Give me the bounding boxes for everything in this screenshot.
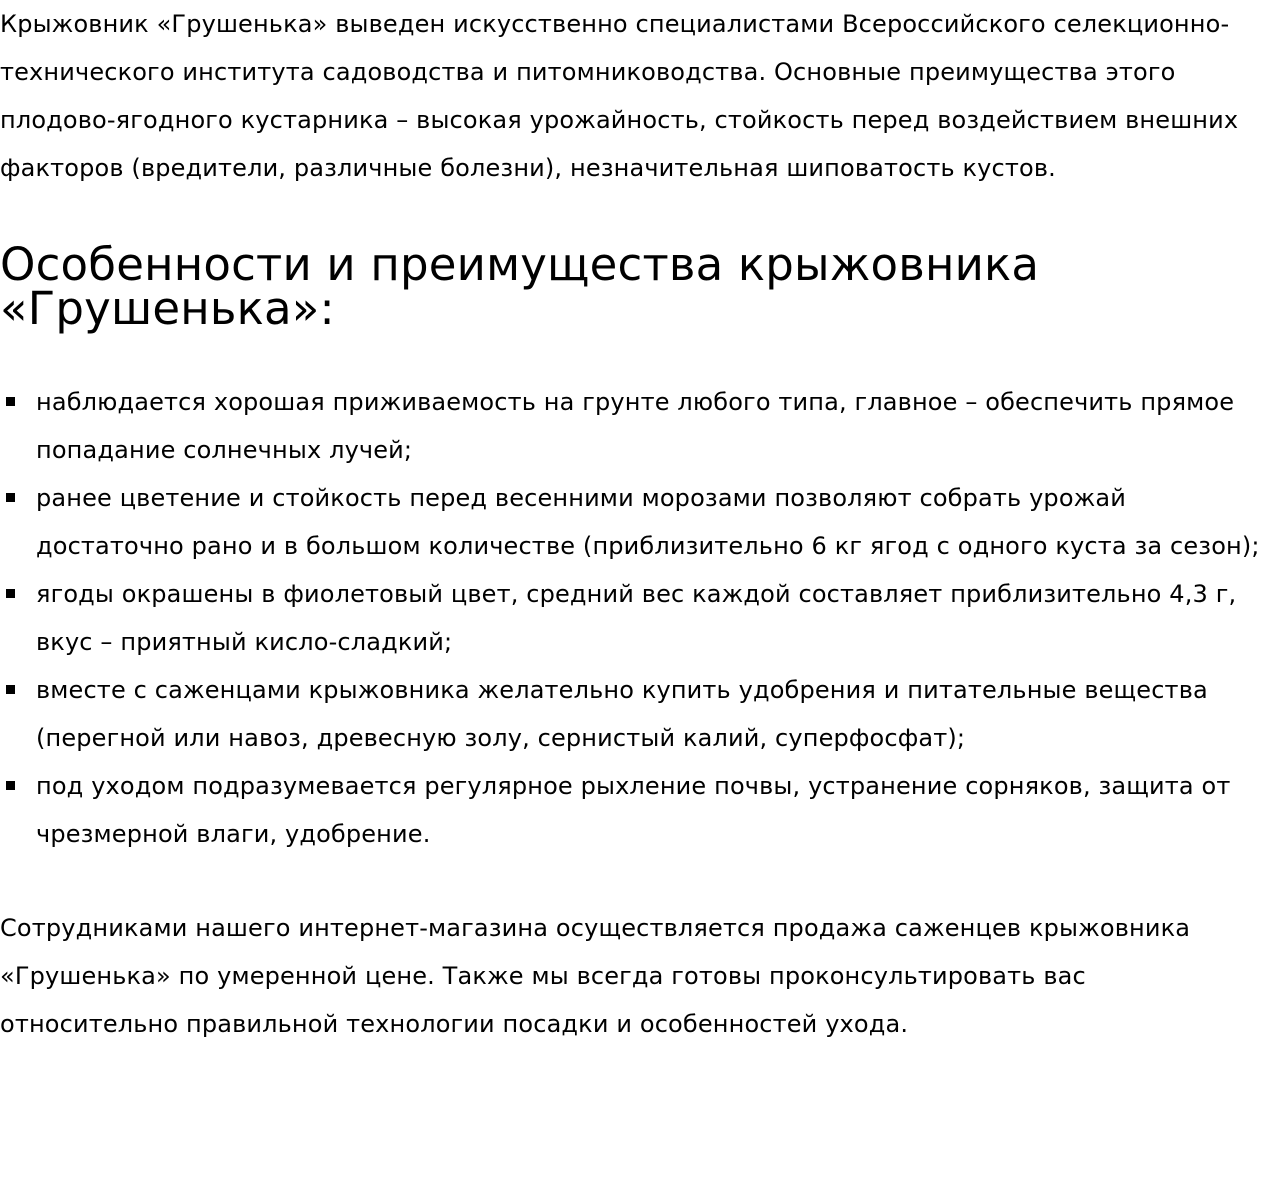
feature-text: под уходом подразумевается регулярное рыхление почвы, устранение сорняков, защита от чрезмерной влаги, удобрение. [36, 772, 1231, 848]
feature-list-item [0, 666, 1270, 762]
intro-paragraph: Крыжовник «Грушенька» выведен искусственно специалистами Всероссийского селекционно-технического института садоводства и питомниководства. Основные преимущества этого плодово-ягодного кустарника – высокая урожайность, стойкость перед воздействием внешних факторов (вредители, различные болезни), незначительная шиповатость кустов. [0, 10, 1239, 182]
section-title: Особенности и преимущества крыжовника «Грушенька»: [0, 238, 1040, 335]
features-list [0, 378, 1270, 858]
feature-list-item [0, 474, 1270, 570]
square-bullet-icon [6, 589, 15, 598]
feature-text: ягоды окрашены в фиолетовый цвет, средний вес каждой составляет приблизительно 4,3 г, вкус – приятный кисло-сладкий; [36, 580, 1237, 656]
feature-list-item [0, 762, 1270, 858]
square-bullet-icon [6, 493, 15, 502]
feature-text: вместе с саженцами крыжовника желательно купить удобрения и питательные вещества (перегной или навоз, древесную золу, сернистый калий, суперфосфат); [36, 676, 1208, 752]
feature-text: ранее цветение и стойкость перед весенними морозами позволяют собрать урожай достаточно рано и в большом количестве (приблизительно 6 кг ягод с одного куста за сезон); [36, 484, 1260, 560]
outro-paragraph: Сотрудниками нашего интернет-магазина осуществляется продажа саженцев крыжовника «Грушенька» по умеренной цене. Также мы всегда готовы проконсультировать вас относительно правильной технологии посадки и особенностей ухода. [0, 914, 1191, 1038]
feature-text: наблюдается хорошая приживаемость на грунте любого типа, главное – обеспечить прямое попадание солнечных лучей; [36, 388, 1235, 464]
square-bullet-icon [6, 685, 15, 694]
square-bullet-icon [6, 397, 15, 406]
feature-list-item [0, 378, 1270, 474]
feature-list-item [0, 570, 1270, 666]
square-bullet-icon [6, 781, 15, 790]
